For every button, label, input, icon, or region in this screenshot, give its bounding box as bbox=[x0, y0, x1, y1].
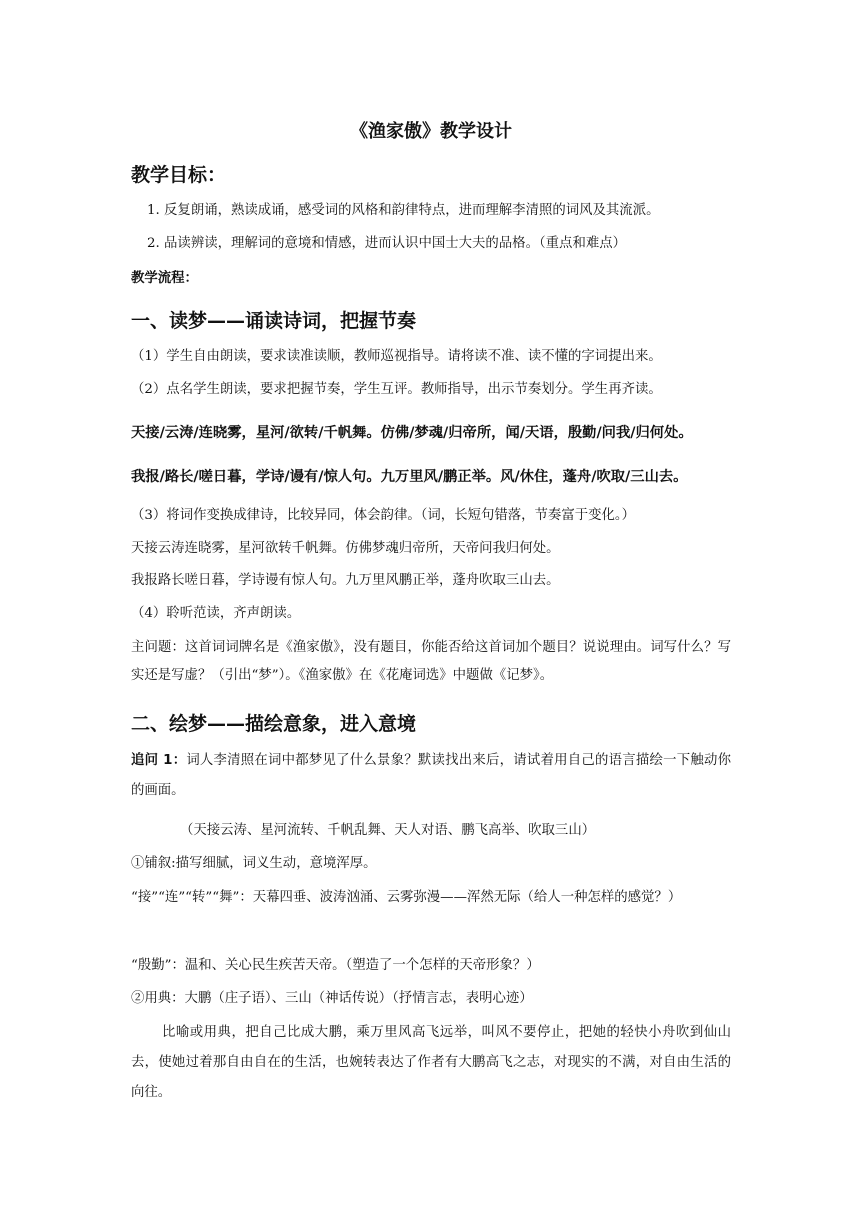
scene-list: （天接云涛、星河流转、千帆乱舞、天人对语、鹏飞高举、吹取三山） bbox=[180, 823, 596, 838]
point-1: ①铺叙:描写细腻，词义生动，意境浑厚。 bbox=[131, 856, 377, 871]
step-1: （1）学生自由朗读，要求读准读顺，教师巡视指导。请将读不准、读不懂的字词提出来。 bbox=[131, 349, 662, 364]
step-2: （2）点名学生朗读，要求把握节奏，学生互评。教师指导，出示节奏划分。学生再齐读。 bbox=[131, 382, 662, 397]
poem-line-2: 我报路长嗟日暮，学诗谩有惊人句。九万里风鹏正举，蓬舟吹取三山去。 bbox=[131, 573, 560, 588]
rhythm-line-2: 我报/路长/嗟日暮，学诗/谩有/惊人句。九万里风/鹏正举。风/休住，蓬舟/吹取/三山去。 bbox=[131, 469, 688, 485]
objectives-heading: 教学目标： bbox=[131, 164, 227, 186]
followup-text: 词人李清照在词中都梦见了什么景象？默读找出来后，请试着用自己的语言描绘一下触动你的画面。 bbox=[131, 753, 731, 798]
objective-item: 1. 反复朗诵，熟读成诵，感受词的风格和韵律特点，进而理解李清照的词风及其流派。 bbox=[147, 203, 660, 218]
section2-heading: 二、绘梦——描绘意象，进入意境 bbox=[131, 713, 417, 735]
objective-item: 2. 品读辨读，理解词的意境和情感，进而认识中国士大夫的品格。（重点和难点） bbox=[147, 236, 627, 251]
rhythm-line-1: 天接/云涛/连晓雾，星河/欲转/千帆舞。仿佛/梦魂/归帝所，闻/天语，殷勤/问我/归何处。 bbox=[131, 425, 693, 441]
document-title: 《渔家傲》教学设计 bbox=[350, 121, 512, 142]
section1-heading: 一、读梦——诵读诗词，把握节奏 bbox=[131, 310, 417, 332]
poem-line-1: 天接云涛连晓雾，星河欲转千帆舞。仿佛梦魂归帝所，天帝问我归何处。 bbox=[131, 541, 560, 556]
step-4: （4）聆听范读，齐声朗读。 bbox=[131, 606, 301, 621]
point-2: ②用典：大鹏（庄子语）、三山（神话传说）（抒情言志，表明心迹） bbox=[131, 991, 533, 1006]
point-1-detail: “接”“连”“转”“舞”：天幕四垂、波涛汹涌、云雾弥漫——浑然无际（给人一种怎样的感觉？） bbox=[131, 890, 682, 905]
followup-paragraph bbox=[131, 746, 731, 806]
step-3: （3）将词作变换成律诗，比较异同，体会韵律。（词，长短句错落，节奏富于变化。） bbox=[131, 508, 635, 523]
followup-label: 追问 1： bbox=[131, 753, 187, 768]
flow-heading: 教学流程： bbox=[131, 271, 198, 286]
conclusion-paragraph: 比喻或用典，把自己比成大鹏，乘万里风高飞远举，叫风不要停止，把她的轻快小舟吹到仙山去，使她过着那自由自在的生活，也婉转表达了作者有大鹏高飞之志，对现实的不满，对自由生活的向往。 bbox=[131, 1025, 731, 1100]
main-question: 主问题：这首词词牌名是《渔家傲》，没有题目，你能否给这首词加个题目？说说理由。词写什么？写实还是写虚？（引出“梦”）。《渔家傲》在《花庵词选》中题做《记梦》。 bbox=[131, 640, 731, 683]
point-1-detail-2: “殷勤”：温和、关心民生疾苦天帝。（塑造了一个怎样的天帝形象？） bbox=[131, 958, 540, 973]
